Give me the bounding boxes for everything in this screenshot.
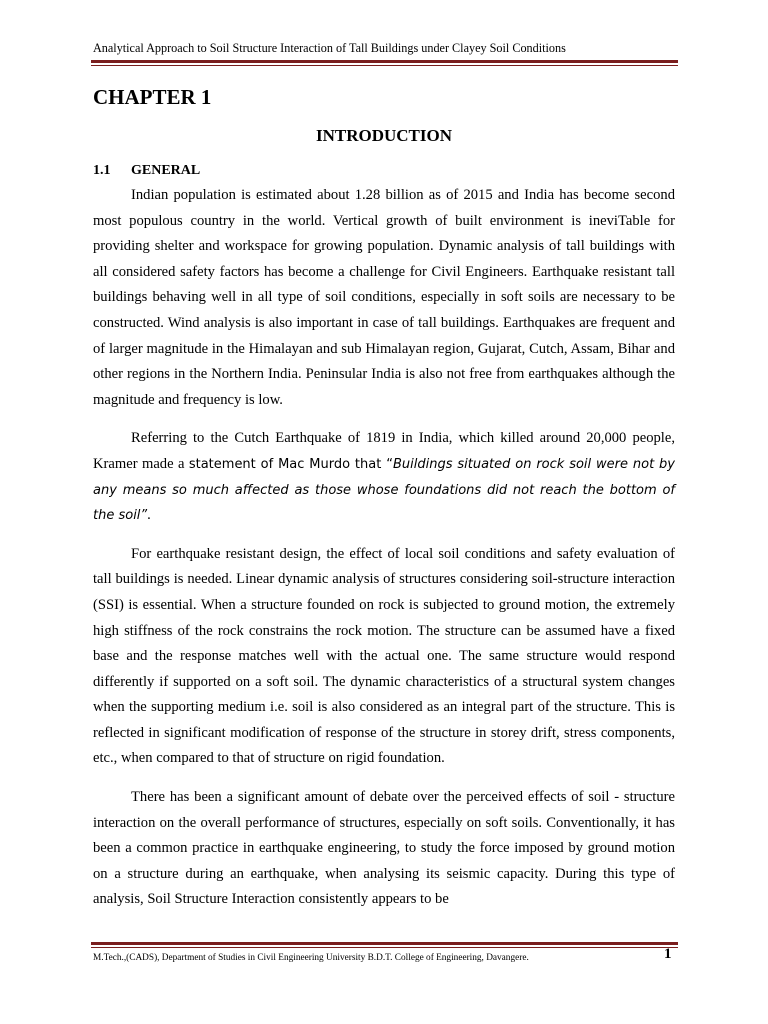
section-heading: [93, 163, 200, 179]
paragraph-1: Indian population is estimated about 1.28 billion as of 2015 and India has become second most populous country in the world. Vertical growth of built environment is ineviTable for providing shelter and workspace for growing population. Dynamic analysis of tall buildings with all considered safety factors has become a challenge for Civil Engineers. Earthquake resistant tall buildings behaving well in all type of soil conditions, especially in soft soils are necessary to be constructed. Wind analysis is also important in case of tall buildings. Earthquakes are frequent and of larger magnitude in the Himalayan and sub Himalayan region, Gujarat, Cutch, Assam, Bihar and other regions in the Northern India. Peninsular India is also not free from earthquakes although the magnitude and frequency is low.: [93, 187, 675, 408]
chapter-label: CHAPTER 1: [93, 85, 212, 109]
paragraph-2: [93, 426, 675, 528]
paragraph-4: There has been a significant amount of debate over the perceived effects of soil - structure interaction on the overall performance of structures, especially on soft soils. Conventionally, it has been a common practice in earthquake engineering, to study the force imposed by ground motion on a structure during an earthquake, when analysing its seismic capacity. During this type of analysis, Soil Structure Interaction consistently appears to be: [93, 789, 675, 908]
page-number: 1: [664, 946, 672, 962]
section-number: 1.1: [93, 163, 111, 178]
running-header: Analytical Approach to Soil Structure Interaction of Tall Buildings under Clayey Soil Conditions: [93, 41, 566, 55]
paragraph-2-start: Referring to the Cutch Earthquake of 1819 in India, which killed around 20,000 people, Kramer made a: [93, 430, 675, 472]
body-text: [93, 183, 675, 913]
quote-text: Buildings situated on rock soil were not by any means so much affected as those whose foundations did not reach the bottom of the soil”: [93, 456, 675, 524]
footer-rule-thick: [91, 942, 678, 945]
paragraph-2-end: .: [147, 507, 151, 524]
header-rule-thick: [91, 60, 678, 63]
paragraph-3: For earthquake resistant design, the effect of local soil conditions and safety evaluation of tall buildings is needed. Linear dynamic analysis of structures considering soil-structure interaction (SSI) is essential. When a structure founded on rock is subjected to ground motion, the extremely high stiffness of the rock constrains the rock motion. The structure can be assumed have a fixed base and the response matches well with the actual one. The same structure would respond differently if supported on a soft soil. The dynamic characteristics of a structural system changes when the supporting medium i.e. soil is also considered as an integral part of the structure. This is reflected in significant modification of response of the structure in storey drift, stress components, etc., when compared to that of structure on rigid foundation.: [93, 545, 675, 767]
section-title: GENERAL: [131, 163, 201, 178]
footer-text: M.Tech.,(CADS), Department of Studies in Civil Engineering University B.D.T. College of Engineering, Davangere.: [93, 953, 529, 963]
chapter-title: INTRODUCTION: [315, 126, 453, 145]
footer-rule-thin: [91, 947, 678, 948]
quote-intro: statement of Mac Murdo that “: [188, 456, 393, 472]
header-rule-thin: [91, 65, 678, 66]
